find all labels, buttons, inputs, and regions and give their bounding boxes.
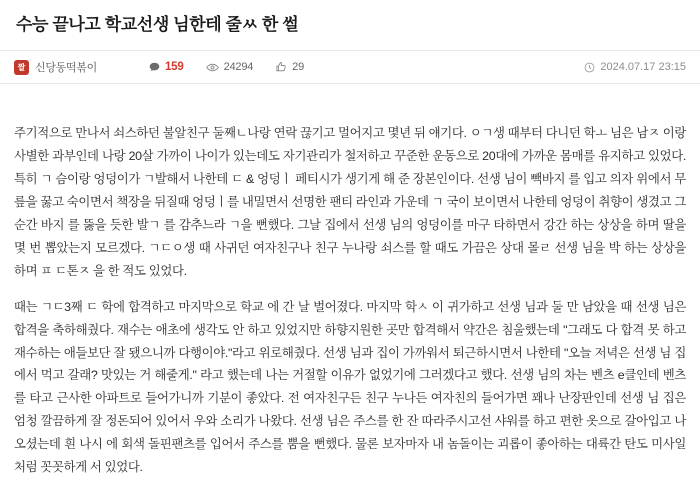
post-paragraph: 때는 ㄱㄷ3째 ㄷ 학에 합격하고 마지막으로 학교 에 간 날 벌어졌다. 마지막 학ㅅ 이 귀가하고 선생 님과 둘 만 남았을 때 선생 님은 합격을 축하해줬다. 재수는 애초에 생각도 안 하고 있었지만 하향지원한 곳만 합격해서 약간은 침울했는데 "그래도 다 합격 못 하고 재수하는 애들보단 잘 됐으니까 다행이야."라고 위로해줬다. 선생 님과 집이 가까워서 퇴근하시면서 나한테 "오늘 저녁은 선생 님 집에서 먹고 갈래? 맛있는 거 해줄게." 라고 했는데 나는 거절할 이유가 없었기에 그러겠다고 했다. 선생 님의 차는 벤츠 e클인데 벤츠를 타고 근사한 아파트로 들어가니까 기분이 좋았다. 전 여자친구든 친구 누나든 여자친의 들어가면 꽤나 난장판인데 선생 님 집은 엄청 깔끔하게 잘 정돈되어 있어서 우와 소리가 나왔다. 선생 님은 주스를 한 잔 따라주시고선 샤워를 하고 편한 옷으로 갈아입고 나오셨는데 흰 나시 에 회색 돌핀팬츠를 입어서 주스를 뿜을 뻔했다. 물론 보자마자 내 놈돌이는 괴롭이 좋아하는 대륙간 탄도 미사일처럼 꼿꼿하게 서 있었다.	[14, 299, 686, 475]
thumbs-up-icon	[275, 61, 287, 73]
post-date-value: 2024.07.17 23:15	[600, 61, 686, 74]
comment-count-value: 159	[164, 61, 184, 74]
title-area	[0, 0, 700, 36]
page-title: 수능 끝나고 학교선생 님한테 줄ㅆ 한 썰	[16, 15, 299, 34]
author-badge: 짤	[14, 60, 29, 75]
author-block[interactable]	[14, 59, 97, 75]
comment-icon	[149, 62, 160, 73]
like-count-value: 29	[292, 61, 304, 74]
view-count-value: 24294	[223, 61, 254, 74]
post-stats	[149, 61, 304, 73]
post-date	[584, 61, 686, 73]
post-paragraph: 주기적으로 만나서 쇠스하던 불알친구 둘째ㄴ나랑 연락 끊기고 멀어지고 몇년 뒤 얘기다. ㅇㄱ생 때부터 다니던 학ㅗ 님은 남ㅈ 이랑 사별한 과부인데 나랑 20살 가까이 나이가 있는데도 자기관리가 철저하고 꾸준한 운동으로 20대에 가까운 몸매를 유지하고 있었다. 특히 ㄱ 슴이랑 엉덩이가 ㄱ발해서 나한테 ㄷ & 엉덩ㅣ 페티시가 생기게 해 준 장본인이다. 선생 님이 빽바지 를 입고 의자 위에서 무릎을 꿇고 숙이면서 책장을 뒤질때 엉덩ㅣ를 내밀면서 선명한 팬티 라인과 가운데 ㄱ 국이 보이면서 나한테 엉덩이 취향이 생겼고 그 순간 바지 를 뚫을 듯한 발ㄱ 를 감추느라 ㄱ을 뻔했다. 그날 집에서 선생 님의 엉덩이를 마구 타하면서 강간 하는 상상을 하며 딸을 몇 번 뽑았는지 모르겠다. ㄱㄷㅇ생 때 사귀던 여자친구나 친구 누나랑 쇠스를 할 때도 가끔은 상대 몰ㄹ 선생 님을 박 하는 상상을 하며 ㅍ ㄷ톤ㅈ 을 한 적도 있었다.	[14, 126, 686, 278]
eye-icon	[206, 62, 219, 73]
author-name: 신당동떡볶이	[35, 62, 97, 75]
clock-icon	[584, 62, 595, 73]
like-count[interactable]	[275, 61, 304, 73]
post-meta-bar	[0, 50, 700, 84]
comment-count[interactable]	[149, 61, 184, 73]
post-content	[0, 84, 700, 479]
view-count	[206, 61, 254, 73]
